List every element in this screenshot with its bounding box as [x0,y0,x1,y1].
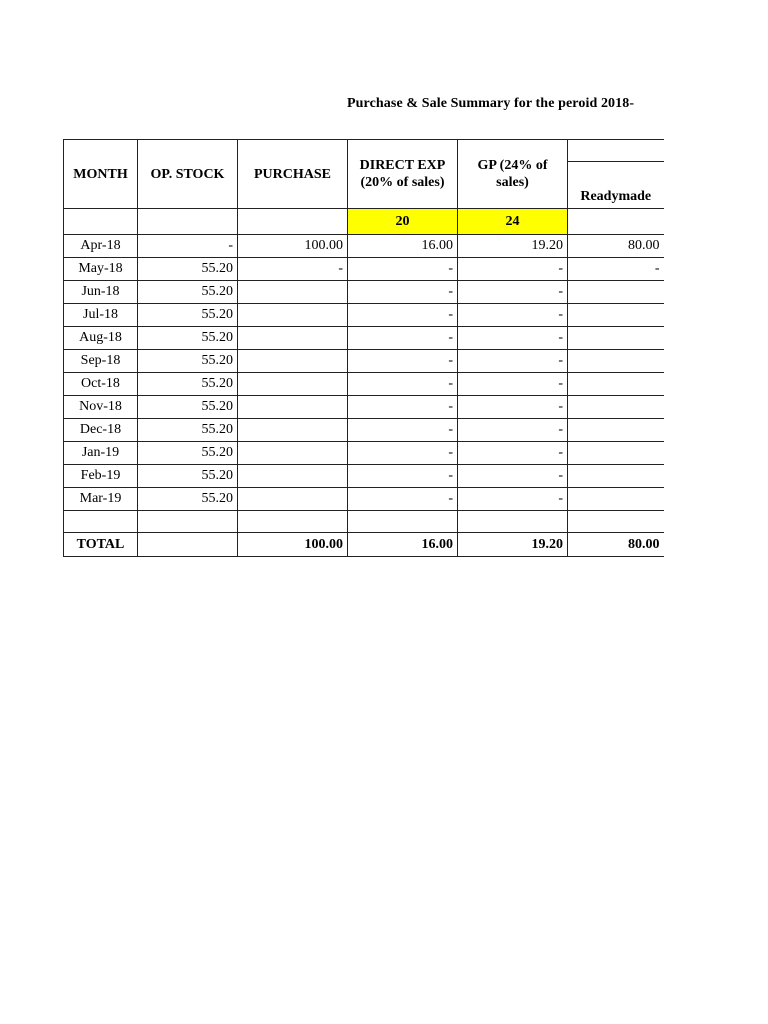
cell-direct-exp[interactable]: - [348,419,458,442]
total-readymade[interactable]: 80.00 [568,533,664,557]
rate-gp[interactable]: 24 [458,209,568,235]
cell-month[interactable]: Oct-18 [64,373,138,396]
total-direct-exp[interactable]: 16.00 [348,533,458,557]
cell-direct-exp[interactable]: - [348,281,458,304]
table-row [64,419,664,442]
cell-direct-exp[interactable]: - [348,442,458,465]
cell-direct-exp[interactable]: 16.00 [348,235,458,258]
cell-readymade[interactable] [568,350,664,373]
cell-purchase[interactable] [238,373,348,396]
page-title: Purchase & Sale Summary for the peroid 2018- [347,96,635,111]
cell-direct-exp[interactable]: - [348,327,458,350]
cell-purchase[interactable]: 100.00 [238,235,348,258]
total-op-stock[interactable] [138,533,238,557]
cell-readymade[interactable]: 80.00 [568,235,664,258]
table-row [64,396,664,419]
cell-op-stock[interactable]: 55.20 [138,350,238,373]
cell-month[interactable]: Jan-19 [64,442,138,465]
table-row [64,373,664,396]
table-row [64,327,664,350]
spacer-cell[interactable] [348,511,458,533]
cell-gp[interactable]: - [458,350,568,373]
cell-gp[interactable]: - [458,373,568,396]
summary-table [63,139,664,557]
cell-direct-exp[interactable]: - [348,396,458,419]
cell-month[interactable]: Mar-19 [64,488,138,511]
header-sales-group-cell[interactable] [568,140,664,162]
cell-gp[interactable]: - [458,465,568,488]
rate-cell-blank[interactable] [568,209,664,235]
header-gp[interactable]: GP (24% of sales) [458,140,568,209]
cell-readymade[interactable] [568,281,664,304]
cell-readymade[interactable] [568,419,664,442]
table-row [64,235,664,258]
cell-readymade[interactable] [568,465,664,488]
rate-cell-blank[interactable] [238,209,348,235]
cell-month[interactable]: May-18 [64,258,138,281]
cell-month[interactable]: Dec-18 [64,419,138,442]
cell-purchase[interactable] [238,419,348,442]
cell-op-stock[interactable]: 55.20 [138,327,238,350]
cell-purchase[interactable]: - [238,258,348,281]
cell-readymade[interactable] [568,373,664,396]
cell-op-stock[interactable]: 55.20 [138,465,238,488]
cell-month[interactable]: Jul-18 [64,304,138,327]
cell-gp[interactable]: - [458,304,568,327]
cell-gp[interactable]: - [458,442,568,465]
cell-direct-exp[interactable]: - [348,258,458,281]
cell-op-stock[interactable]: 55.20 [138,281,238,304]
cell-op-stock[interactable]: - [138,235,238,258]
rate-direct-exp[interactable]: 20 [348,209,458,235]
cell-month[interactable]: Apr-18 [64,235,138,258]
cell-direct-exp[interactable]: - [348,373,458,396]
cell-direct-exp[interactable]: - [348,304,458,327]
cell-purchase[interactable] [238,465,348,488]
cell-purchase[interactable] [238,442,348,465]
rate-cell-blank[interactable] [138,209,238,235]
header-month[interactable]: MONTH [64,140,138,209]
cell-month[interactable]: Aug-18 [64,327,138,350]
cell-purchase[interactable] [238,488,348,511]
header-purchase[interactable]: PURCHASE [238,140,348,209]
cell-purchase[interactable] [238,350,348,373]
header-direct-exp[interactable]: DIRECT EXP (20% of sales) [348,140,458,209]
cell-gp[interactable]: - [458,419,568,442]
cell-purchase[interactable] [238,327,348,350]
spacer-cell[interactable] [64,511,138,533]
cell-gp[interactable]: - [458,488,568,511]
cell-op-stock[interactable]: 55.20 [138,396,238,419]
total-purchase[interactable]: 100.00 [238,533,348,557]
cell-purchase[interactable] [238,396,348,419]
cell-readymade[interactable]: - [568,258,664,281]
header-row [64,140,664,162]
header-op-stock[interactable]: OP. STOCK [138,140,238,209]
cell-gp[interactable]: - [458,396,568,419]
cell-purchase[interactable] [238,281,348,304]
spacer-cell[interactable] [568,511,664,533]
cell-readymade[interactable] [568,488,664,511]
cell-readymade[interactable] [568,442,664,465]
table-row [64,304,664,327]
cell-op-stock[interactable]: 55.20 [138,373,238,396]
cell-month[interactable]: Sep-18 [64,350,138,373]
cell-readymade[interactable] [568,327,664,350]
total-row [64,533,664,557]
cell-op-stock[interactable]: 55.20 [138,488,238,511]
table-row [64,488,664,511]
cell-gp[interactable]: - [458,281,568,304]
cell-direct-exp[interactable]: - [348,350,458,373]
rate-cell-blank[interactable] [64,209,138,235]
cell-month[interactable]: Feb-19 [64,465,138,488]
table-row [64,258,664,281]
spacer-cell[interactable] [138,511,238,533]
cell-op-stock[interactable]: 55.20 [138,442,238,465]
total-gp[interactable]: 19.20 [458,533,568,557]
cell-gp[interactable]: - [458,258,568,281]
cell-readymade[interactable] [568,304,664,327]
cell-direct-exp[interactable]: - [348,465,458,488]
spacer-cell[interactable] [458,511,568,533]
rate-row [64,209,664,235]
cell-op-stock[interactable]: 55.20 [138,258,238,281]
table-row [64,281,664,304]
table-row [64,350,664,373]
table-row [64,442,664,465]
spacer-cell[interactable] [238,511,348,533]
cell-gp[interactable]: - [458,327,568,350]
table-row [64,465,664,488]
cell-readymade[interactable] [568,396,664,419]
cell-purchase[interactable] [238,304,348,327]
spacer-row [64,511,664,533]
cell-month[interactable]: Nov-18 [64,396,138,419]
cell-direct-exp[interactable]: - [348,488,458,511]
total-label[interactable]: TOTAL [64,533,138,557]
cell-gp[interactable]: 19.20 [458,235,568,258]
header-readymade[interactable]: Readymade [568,162,664,209]
cell-month[interactable]: Jun-18 [64,281,138,304]
cell-op-stock[interactable]: 55.20 [138,304,238,327]
cell-op-stock[interactable]: 55.20 [138,419,238,442]
